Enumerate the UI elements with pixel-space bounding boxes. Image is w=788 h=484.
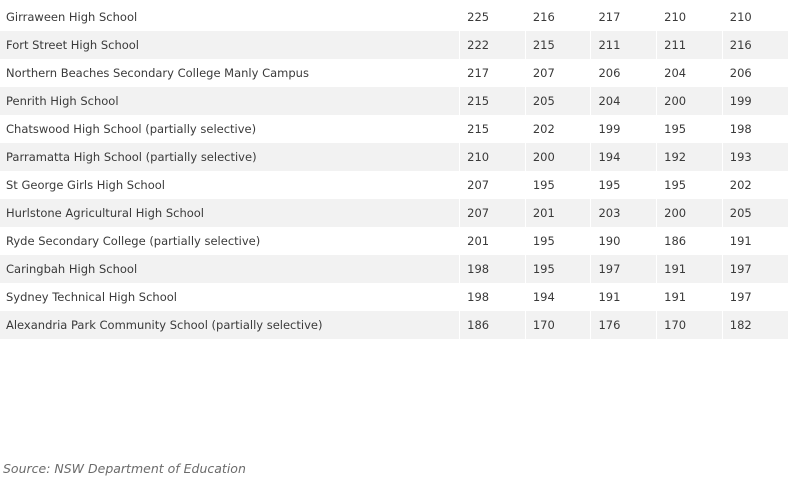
score-cell: 190 bbox=[591, 227, 657, 255]
score-cell: 215 bbox=[460, 87, 526, 115]
table-row bbox=[0, 87, 788, 115]
score-cell: 182 bbox=[722, 311, 788, 339]
school-name: Fort Street High School bbox=[0, 31, 460, 59]
table-row bbox=[0, 311, 788, 339]
score-cell: 170 bbox=[525, 311, 591, 339]
score-cell: 206 bbox=[591, 59, 657, 87]
score-cell: 195 bbox=[657, 115, 723, 143]
score-cell: 204 bbox=[657, 59, 723, 87]
score-cell: 199 bbox=[591, 115, 657, 143]
score-cell: 197 bbox=[591, 255, 657, 283]
score-cell: 216 bbox=[722, 31, 788, 59]
score-cell: 202 bbox=[722, 171, 788, 199]
table-row bbox=[0, 59, 788, 87]
score-cell: 200 bbox=[657, 87, 723, 115]
score-cell: 216 bbox=[525, 3, 591, 31]
school-name: Alexandria Park Community School (partially selective) bbox=[0, 311, 460, 339]
score-cell: 207 bbox=[525, 59, 591, 87]
score-cell: 197 bbox=[722, 283, 788, 311]
score-cell: 191 bbox=[657, 283, 723, 311]
score-cell: 203 bbox=[591, 199, 657, 227]
score-cell: 204 bbox=[591, 87, 657, 115]
score-cell: 222 bbox=[460, 31, 526, 59]
table-row bbox=[0, 283, 788, 311]
score-cell: 205 bbox=[722, 199, 788, 227]
school-name: Chatswood High School (partially selective) bbox=[0, 115, 460, 143]
score-cell: 210 bbox=[460, 143, 526, 171]
table-row bbox=[0, 255, 788, 283]
score-cell: 201 bbox=[460, 227, 526, 255]
score-cell: 198 bbox=[722, 115, 788, 143]
score-cell: 195 bbox=[657, 171, 723, 199]
score-cell: 210 bbox=[722, 3, 788, 31]
table-row bbox=[0, 227, 788, 255]
school-name: Ryde Secondary College (partially selective) bbox=[0, 227, 460, 255]
table-row bbox=[0, 115, 788, 143]
score-cell: 210 bbox=[657, 3, 723, 31]
score-cell: 207 bbox=[460, 171, 526, 199]
score-cell: 201 bbox=[525, 199, 591, 227]
score-cell: 191 bbox=[722, 227, 788, 255]
score-cell: 200 bbox=[657, 199, 723, 227]
score-cell: 198 bbox=[460, 283, 526, 311]
school-name: Northern Beaches Secondary College Manly Campus bbox=[0, 59, 460, 87]
school-name: Hurlstone Agricultural High School bbox=[0, 199, 460, 227]
score-cell: 170 bbox=[657, 311, 723, 339]
table-row bbox=[0, 3, 788, 31]
results-table bbox=[0, 3, 788, 339]
score-cell: 186 bbox=[460, 311, 526, 339]
school-name: Parramatta High School (partially selective) bbox=[0, 143, 460, 171]
score-cell: 207 bbox=[460, 199, 526, 227]
score-cell: 199 bbox=[722, 87, 788, 115]
school-name: Caringbah High School bbox=[0, 255, 460, 283]
score-cell: 191 bbox=[657, 255, 723, 283]
school-name: Penrith High School bbox=[0, 87, 460, 115]
score-cell: 195 bbox=[525, 255, 591, 283]
score-cell: 206 bbox=[722, 59, 788, 87]
school-name: St George Girls High School bbox=[0, 171, 460, 199]
school-name: Sydney Technical High School bbox=[0, 283, 460, 311]
score-cell: 211 bbox=[591, 31, 657, 59]
score-cell: 217 bbox=[460, 59, 526, 87]
school-name: Girraween High School bbox=[0, 3, 460, 31]
score-cell: 215 bbox=[525, 31, 591, 59]
score-cell: 192 bbox=[657, 143, 723, 171]
score-cell: 215 bbox=[460, 115, 526, 143]
score-cell: 194 bbox=[591, 143, 657, 171]
score-cell: 202 bbox=[525, 115, 591, 143]
score-cell: 195 bbox=[591, 171, 657, 199]
table-row bbox=[0, 171, 788, 199]
score-cell: 205 bbox=[525, 87, 591, 115]
score-cell: 191 bbox=[591, 283, 657, 311]
score-cell: 195 bbox=[525, 171, 591, 199]
source-note: Source: NSW Department of Education bbox=[3, 461, 246, 476]
score-cell: 211 bbox=[657, 31, 723, 59]
score-cell: 195 bbox=[525, 227, 591, 255]
score-cell: 194 bbox=[525, 283, 591, 311]
score-cell: 197 bbox=[722, 255, 788, 283]
table-row bbox=[0, 143, 788, 171]
table-row bbox=[0, 31, 788, 59]
score-cell: 193 bbox=[722, 143, 788, 171]
score-cell: 198 bbox=[460, 255, 526, 283]
score-cell: 186 bbox=[657, 227, 723, 255]
table-body bbox=[0, 3, 788, 339]
score-cell: 225 bbox=[460, 3, 526, 31]
table-row bbox=[0, 199, 788, 227]
score-cell: 200 bbox=[525, 143, 591, 171]
score-cell: 217 bbox=[591, 3, 657, 31]
score-cell: 176 bbox=[591, 311, 657, 339]
